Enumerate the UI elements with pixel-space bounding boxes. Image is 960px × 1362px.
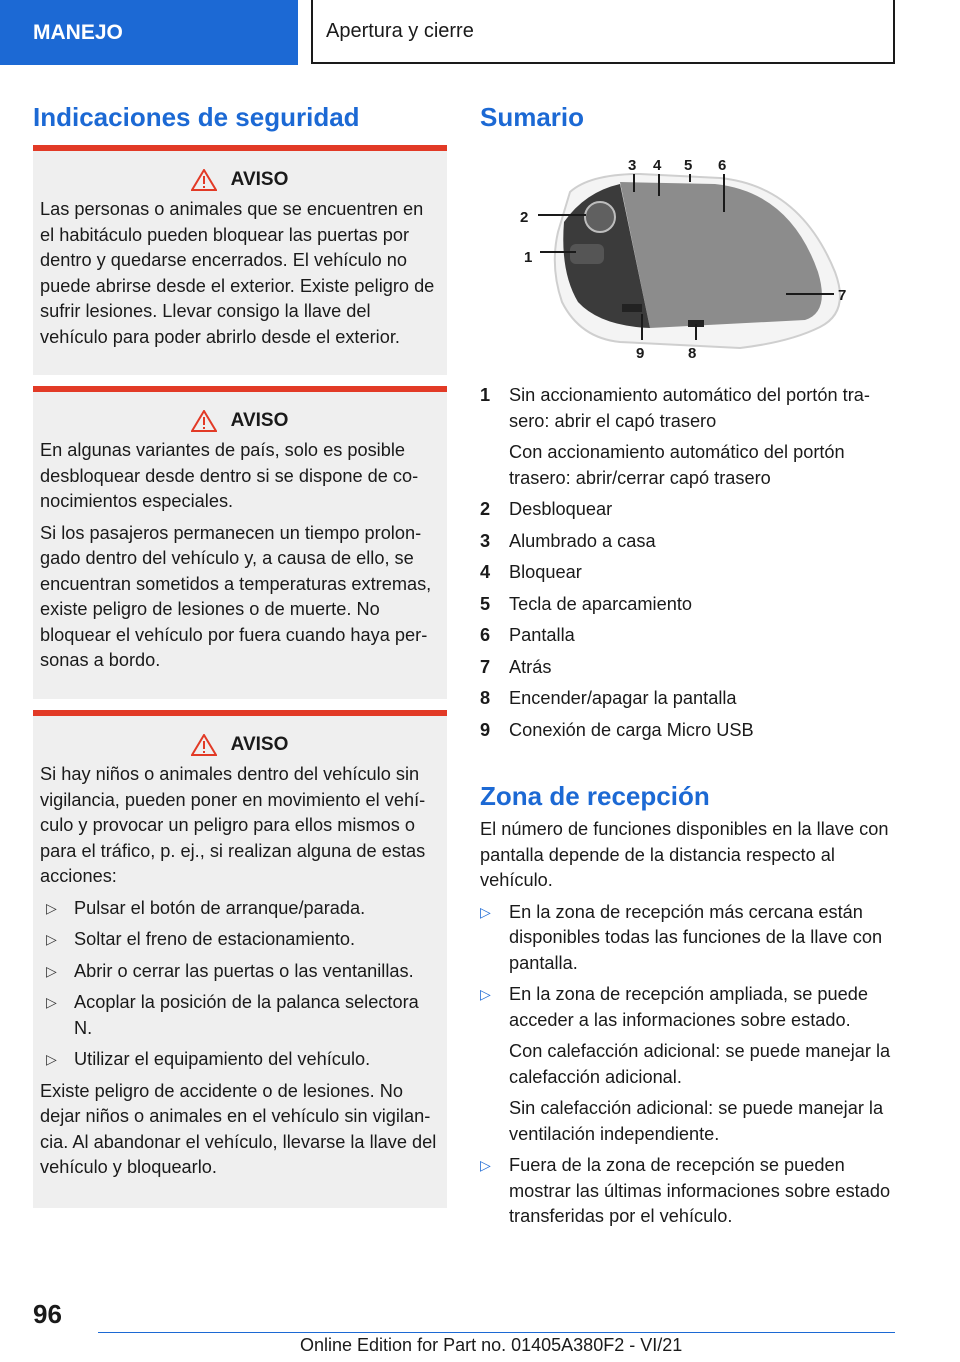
callout-9: 9 — [636, 345, 645, 362]
warning-box-3 — [33, 710, 447, 1208]
bullet-triangle-icon: ▷ — [480, 903, 491, 920]
list-subtext: Con calefacción adicional: se puede manejar la calefacción adicional. — [509, 1041, 891, 1087]
figure-legend — [480, 383, 900, 749]
bullet-triangle-icon: ▷ — [480, 1157, 491, 1173]
bullet-triangle-icon: ▷ — [46, 899, 57, 916]
callout-6: 6 — [718, 157, 727, 174]
warning-header — [40, 163, 439, 197]
summary-title: Sumario — [480, 102, 585, 132]
warning-text: Si los pasajeros permanecen un tiempo prolongado dentro del vehículo y, a causa de ello, se encuentran sometidos a temperaturas extremas, existe peligro de lesiones o de muerte. No bloquear el vehículo por fuera cuando haya personas a bordo. — [40, 522, 432, 670]
bullet-triangle-icon: ▷ — [46, 1051, 57, 1067]
legend-item: 6 Pantalla — [480, 625, 575, 645]
reception-zone-title: Zona de recepción — [480, 781, 710, 811]
legend-item: 9 Conexión de carga Micro USB — [480, 719, 754, 740]
warning-text: Las personas o animales que se encuentren en el habitáculo pueden bloquear las puertas por dentro y quedarse encerrados. El vehículo no puede abrirse desde el exterior. Existe peligro de sufrir lesiones. Llevar consigo la llave del vehículo para poder abrirlo desde el exterior. — [40, 199, 435, 347]
warning-triangle-icon — [191, 169, 217, 191]
list-item: ▷ Fuera de la zona de recepción se pueden mostrar las últimas informaciones sobre estado transferidas por el vehículo. — [480, 1153, 900, 1230]
legend-item: 8 Encender/apagar la pantalla — [480, 688, 737, 708]
warning-outro: Existe peligro de accidente o de lesiones. No dejar niños o animales en el vehículo sin vigilancia. Al abandonar el vehículo, llevarse la llave del vehículo y bloquearlo. — [40, 1080, 437, 1177]
list-subtext: Sin calefacción adicional: se puede manejar la ventilación independiente. — [509, 1098, 884, 1144]
topic-header: Apertura y cierre — [311, 0, 895, 64]
warning-label: AVISO — [230, 169, 289, 191]
legend-subtext: Con accionamiento automático del portón trasero: abrir/cerrar capó trasero — [509, 442, 845, 488]
list-item: ▷ Utilizar el equipamiento del vehículo. — [40, 1047, 439, 1073]
callout-7: 7 — [838, 287, 847, 304]
footer-divider — [98, 1332, 895, 1333]
warning-header — [40, 404, 439, 438]
callout-4: 4 — [653, 157, 662, 174]
reception-intro: El número de funciones disponibles en la llave con pantalla depende de la distancia respecto al vehículo. — [480, 819, 889, 890]
list-item: ▷ En la zona de recepción más cercana están disponibles todas las funciones de la llave con pantalla. — [480, 900, 900, 977]
legend-item: 5 Tecla de aparcamiento — [480, 593, 692, 614]
safety-title: Indicaciones de seguridad — [33, 102, 360, 132]
bullet-triangle-icon: ▷ — [46, 994, 57, 1010]
warning-label: AVISO — [230, 734, 289, 756]
bullet-triangle-icon: ▷ — [46, 962, 57, 979]
warning-triangle-icon — [191, 734, 217, 756]
callout-2: 2 — [520, 209, 529, 226]
legend-item: 2 Desbloquear — [480, 499, 613, 519]
bullet-triangle-icon: ▷ — [480, 986, 491, 1002]
callout-3: 3 — [628, 157, 637, 174]
callout-1: 1 — [524, 249, 533, 266]
warning-header — [40, 728, 439, 762]
legend-item: 1 Sin accionamiento automático del portón trasero: abrir el capó trasero — [480, 385, 870, 431]
list-item: ▷ En la zona de recepción ampliada, se puede acceder a las informaciones sobre estado. — [480, 982, 900, 1033]
list-item: ▷ Pulsar el botón de arranque/parada. — [40, 896, 439, 922]
callout-8: 8 — [688, 345, 697, 362]
warning-box-2 — [33, 386, 447, 699]
callout-5: 5 — [684, 157, 693, 174]
warning-text: En algunas variantes de país, solo es posible desbloquear desde dentro si se dispone de conocimientos especiales. — [40, 440, 419, 511]
section-tab: MANEJO — [0, 0, 298, 65]
edition-note: Online Edition for Part no. 01405A380F2 - VI/21 — [300, 1335, 683, 1355]
page-number: 96 — [33, 1299, 62, 1329]
display-key-figure — [500, 152, 860, 370]
legend-item: 3 Alumbrado a casa — [480, 530, 656, 551]
warning-triangle-icon — [191, 410, 217, 432]
reception-zone-body — [480, 817, 900, 1236]
list-item: ▷ Abrir o cerrar las puertas o las ventanillas. — [40, 959, 439, 985]
list-item: ▷ Acoplar la posición de la palanca selectora N. — [40, 990, 439, 1041]
bullet-triangle-icon: ▷ — [46, 931, 57, 947]
warning-label: AVISO — [230, 410, 289, 432]
warning-box-1 — [33, 145, 447, 375]
legend-item: 4 Bloquear — [480, 562, 582, 582]
warning-intro: Si hay niños o animales dentro del vehículo sin vigilancia, pueden poner en movimiento el vehículo y provocar un peligro para ellos mismos o para el tráfico, p. ej., si realizan alguna de estas acciones: — [40, 764, 426, 886]
list-item: ▷ Soltar el freno de estacionamiento. — [40, 927, 439, 953]
legend-item: 7 Atrás — [480, 656, 552, 677]
